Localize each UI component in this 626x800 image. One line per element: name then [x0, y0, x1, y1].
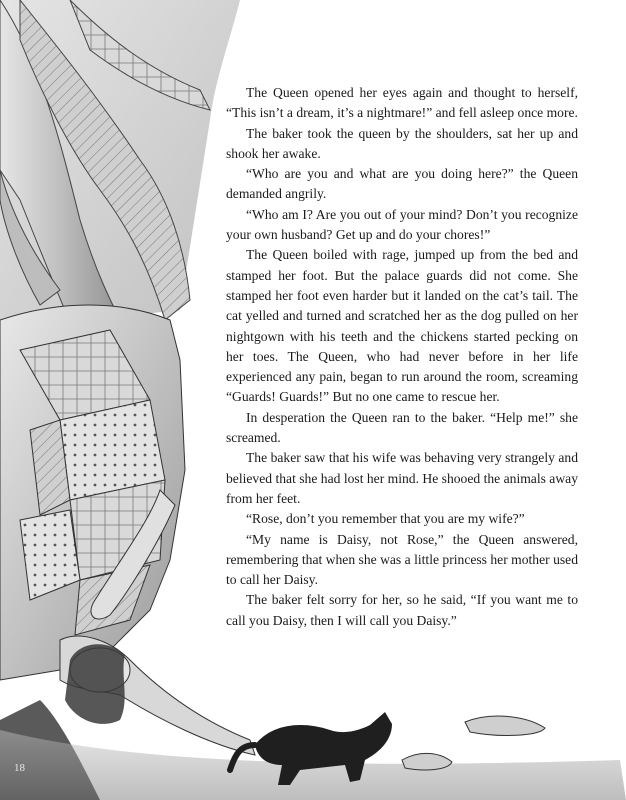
paragraph: The baker took the queen by the shoulders, sat her up and shook her awake. [226, 125, 578, 161]
page-number: 18 [14, 762, 25, 774]
paragraph: The Queen boiled with rage, jumped up from the bed and stamped her foot. But the palace guards did not come. She stamped her foot even harder but it landed on the cat’s tail. The cat yelled and turned and scratched her as the dog pulled on her nightgown with his teeth and the chickens started pecking on her toes. The Queen, who had never before in her life experienced any pain, began to run around the room, screaming “Guards! Guards!” But no one came to rescue her. [226, 247, 578, 405]
paragraph: “Who am I? Are you out of your mind? Don’t you recognize your own husband? Get up and do your chores!” [226, 206, 578, 243]
paragraph: The baker saw that his wife was behaving very strangely and believed that she had lost her mind. He shooed the animals away from her feet. [226, 450, 578, 506]
story-text [226, 83, 578, 631]
paragraph: The baker felt sorry for her, so he said, “If you want me to call you Daisy, then I will call you Daisy.” [226, 592, 578, 628]
paragraph: “Who are you and what are you doing here?” the Queen demanded angrily. [226, 166, 578, 202]
paragraph: “My name is Daisy, not Rose,” the Queen answered, remembering that when she was a little princess her mother used to call her Daisy. [226, 531, 578, 588]
quilt-icon [0, 305, 185, 680]
paragraph: The Queen opened her eyes again and thought to herself, “This isn’t a dream, it’s a nightmare!” and fell asleep once more. [226, 85, 578, 121]
paragraph: “Rose, don’t you remember that you are my wife?” [246, 511, 525, 527]
paragraph: In desperation the Queen ran to the baker. “Help me!” she screamed. [226, 409, 578, 446]
slipper-icon [402, 716, 545, 770]
